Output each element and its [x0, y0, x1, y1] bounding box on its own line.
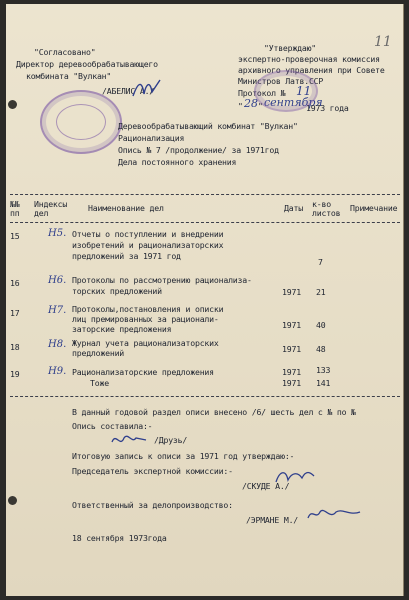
column-title: Наименование дел	[88, 203, 164, 213]
row-index: Н6.	[48, 275, 67, 286]
row-index: Н9.	[48, 366, 67, 377]
chair-name: /СКУДЕ А./	[242, 481, 290, 491]
director-signature	[130, 76, 166, 102]
director-name: /АБЕЛИС А./	[102, 86, 155, 96]
protocol-date-close-quote: "	[258, 101, 263, 111]
records-officer-signature	[306, 504, 362, 524]
table-top-rule	[10, 194, 400, 195]
compiler-name: /Друзь/	[154, 435, 188, 445]
ministry-name: Министров Латв.ССР	[238, 76, 324, 86]
compiler-label: Опись составила:-	[72, 421, 153, 431]
chair-signature	[274, 466, 316, 488]
commission-name-line2: архивного управления при Совете	[238, 65, 385, 75]
protocol-date-open-quote: "	[238, 101, 243, 111]
fund-section: Рационализация	[118, 133, 185, 143]
row-sheet-count: 48	[316, 344, 326, 354]
row-date: 1971	[282, 367, 301, 377]
row-title-line: Журнал учета рационализаторских	[72, 338, 219, 348]
column-note: Примечание	[350, 203, 398, 213]
row-title-line: Протоколы,постановления и описки	[72, 304, 224, 314]
protocol-day-handwritten: 28	[244, 97, 258, 110]
column-sheet-count: к-во листов	[312, 199, 341, 218]
row-number: 15	[10, 231, 20, 241]
protocol-label: Протокол №	[238, 88, 286, 98]
director-title: Директор деревообрабатывающего	[16, 59, 158, 69]
row-sheet-count: 40	[316, 320, 326, 330]
row-index: Н7.	[48, 305, 67, 316]
approval-heading: "Утверждаю"	[264, 43, 317, 53]
protocol-month-handwritten: сентября	[264, 96, 323, 109]
summary-line: В данный годовой раздел описи внесено /6/ шесть дел с № по №	[72, 407, 356, 417]
final-record-label: Итоговую запись к описи за 1971 год утверждаю:-	[72, 451, 295, 461]
inventory-title: Опись № 7 /продолжение/ за 1971год	[118, 145, 279, 155]
document-page	[6, 4, 404, 596]
row-number: 17	[10, 308, 20, 318]
page-number: 11	[374, 34, 392, 50]
commission-name: экспертно-проверочная комиссия	[238, 54, 380, 64]
document-date: 18 сентября 1973года	[72, 533, 167, 543]
row-number: 18	[10, 342, 20, 352]
row-sheet-count: 133	[316, 365, 331, 375]
row-title-line: заторские предложения	[72, 324, 172, 334]
row-date: 1971	[282, 344, 301, 354]
row-date: 1971	[282, 287, 301, 297]
row-title-line: изобретений и рационализаторских	[72, 240, 224, 250]
storage-type: Дела постоянного хранения	[118, 157, 237, 167]
row-title-line: торских предложений	[72, 286, 162, 296]
row-title-line: предложений за 1971 год	[72, 251, 181, 261]
column-dates: Даты	[284, 203, 303, 213]
row-title-line: Отчеты о поступлении и внедрении	[72, 229, 224, 239]
protocol-number-handwritten: 11	[296, 84, 312, 98]
protocol-year: 1973 года	[306, 103, 349, 113]
row-title-line: предложений	[72, 348, 125, 358]
row-sheet-count: 7	[318, 257, 323, 267]
row-date: 1971	[282, 378, 301, 388]
table-header-rule	[10, 222, 400, 223]
table-bottom-rule	[10, 396, 400, 397]
approval-label: "Согласовано"	[34, 47, 96, 57]
row-title-line: Тоже	[90, 378, 109, 388]
row-title-line: Рационализаторские предложения	[72, 367, 214, 377]
column-index: Индексы дел	[34, 199, 68, 218]
row-index: Н8.	[48, 339, 67, 350]
binder-hole	[8, 100, 17, 109]
row-title-line: Протоколы по рассмотрению рационализа-	[72, 275, 252, 285]
organization-seal	[40, 90, 122, 154]
records-officer-name: /ЭРМАНЕ М./	[246, 515, 299, 525]
plant-name: комбината "Вулкан"	[26, 71, 112, 81]
compiler-signature	[110, 430, 150, 450]
row-sheet-count: 141	[316, 378, 331, 388]
binder-hole	[8, 496, 17, 505]
organization-title: Деревообрабатывающий комбинат "Вулкан"	[118, 121, 298, 131]
row-title-line: лиц премированных за рационали-	[72, 314, 219, 324]
commission-chair-label: Председатель экспертной комиссии:-	[72, 466, 233, 476]
row-sheet-count: 21	[316, 287, 326, 297]
records-officer-label: Ответственный за делопроизводство:	[72, 500, 233, 510]
archive-stamp	[254, 70, 318, 112]
column-number: №№ пп	[10, 199, 20, 218]
row-number: 16	[10, 278, 20, 288]
row-date: 1971	[282, 320, 301, 330]
row-number: 19	[10, 369, 20, 379]
row-index: Н5.	[48, 228, 67, 239]
